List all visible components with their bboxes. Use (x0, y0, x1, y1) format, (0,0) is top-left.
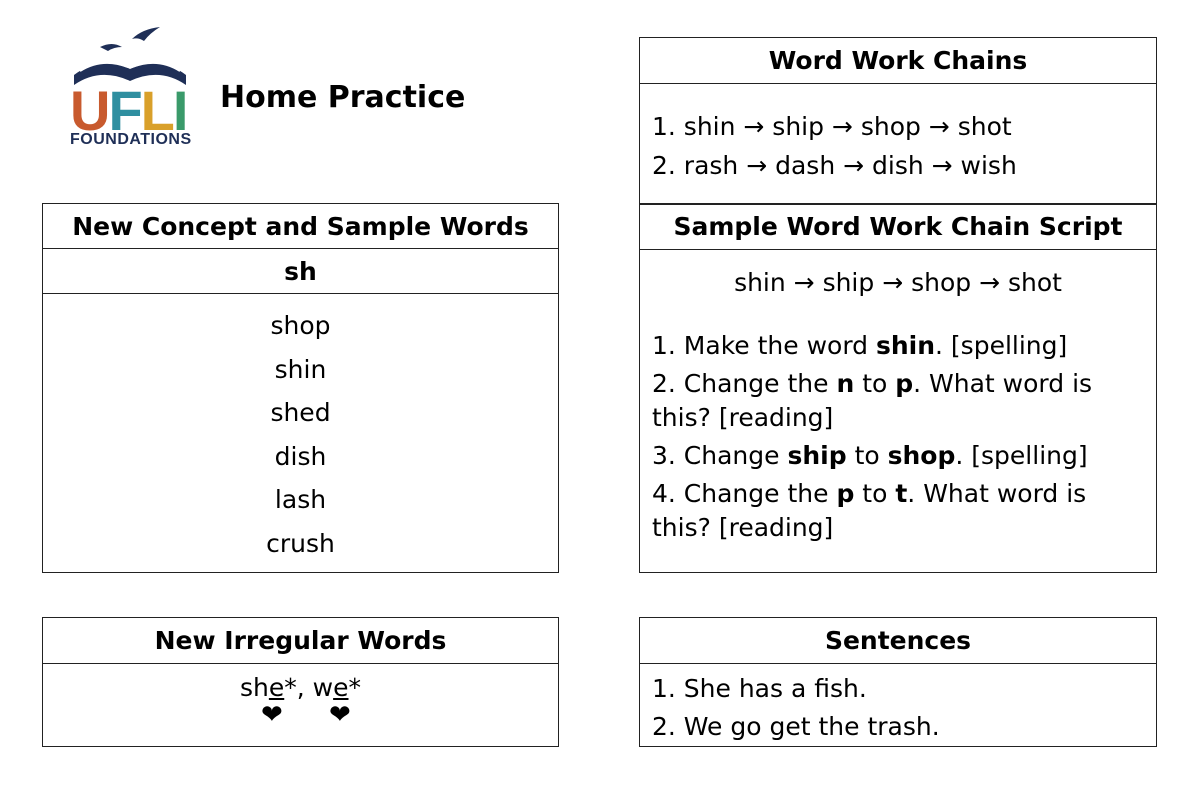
new-concept-header: New Concept and Sample Words (43, 204, 558, 249)
heart-marks (43, 702, 558, 732)
list-item: 2. rash → dash → dish → wish (652, 150, 1017, 180)
list-item: crush (266, 528, 335, 558)
script-step: 3. Change ship to shop. [spelling] (652, 441, 1088, 470)
logo-subtitle: FOUNDATIONS (70, 131, 192, 148)
irregular-words-box (42, 617, 559, 747)
list-item: lash (274, 485, 327, 514)
chain-script-header: Sample Word Work Chain Script (640, 204, 1156, 250)
script-step: 4. Change the p to t. What word is this? [reading] (652, 479, 1087, 542)
list-item: shin (274, 354, 327, 384)
ufli-logo (60, 25, 200, 155)
concept-label: sh (43, 249, 558, 294)
page-title: Home Practice (220, 80, 466, 115)
list-item: shop (270, 311, 331, 340)
list-item: 1. shin → ship → shop → shot (652, 112, 1012, 141)
chain-script-box (639, 203, 1157, 573)
new-concept-box (42, 203, 559, 573)
chain-list (640, 84, 1156, 185)
irregular-words-text: she*, we* (239, 673, 361, 702)
list-item: shed (270, 398, 331, 427)
word-work-chains-box (639, 37, 1157, 205)
list-item: 2. We go get the trash. (652, 712, 940, 741)
sentences-box (639, 617, 1157, 747)
sentences-header: Sentences (640, 618, 1156, 664)
list-item: 1. She has a fish. (652, 674, 867, 703)
sample-word-list (43, 294, 558, 565)
irregular-word: we* (312, 673, 361, 702)
irregular-word: she* (239, 673, 297, 702)
script-step: 2. Change the n to p. What word is this? [reading] (652, 369, 1093, 432)
script-steps (640, 297, 1156, 545)
script-step: 1. Make the word shin. [spelling] (652, 331, 1068, 360)
irregular-words-header: New Irregular Words (43, 618, 558, 664)
heart-icon: ❤ (261, 700, 283, 730)
word-work-chains-header: Word Work Chains (640, 38, 1156, 84)
list-item: dish (274, 441, 327, 471)
heart-icon: ❤ (329, 700, 351, 730)
script-chain: shin → ship → shop → shot (734, 268, 1062, 297)
logo-wordmark: UFLI (70, 79, 187, 142)
sentence-list (640, 664, 1156, 746)
